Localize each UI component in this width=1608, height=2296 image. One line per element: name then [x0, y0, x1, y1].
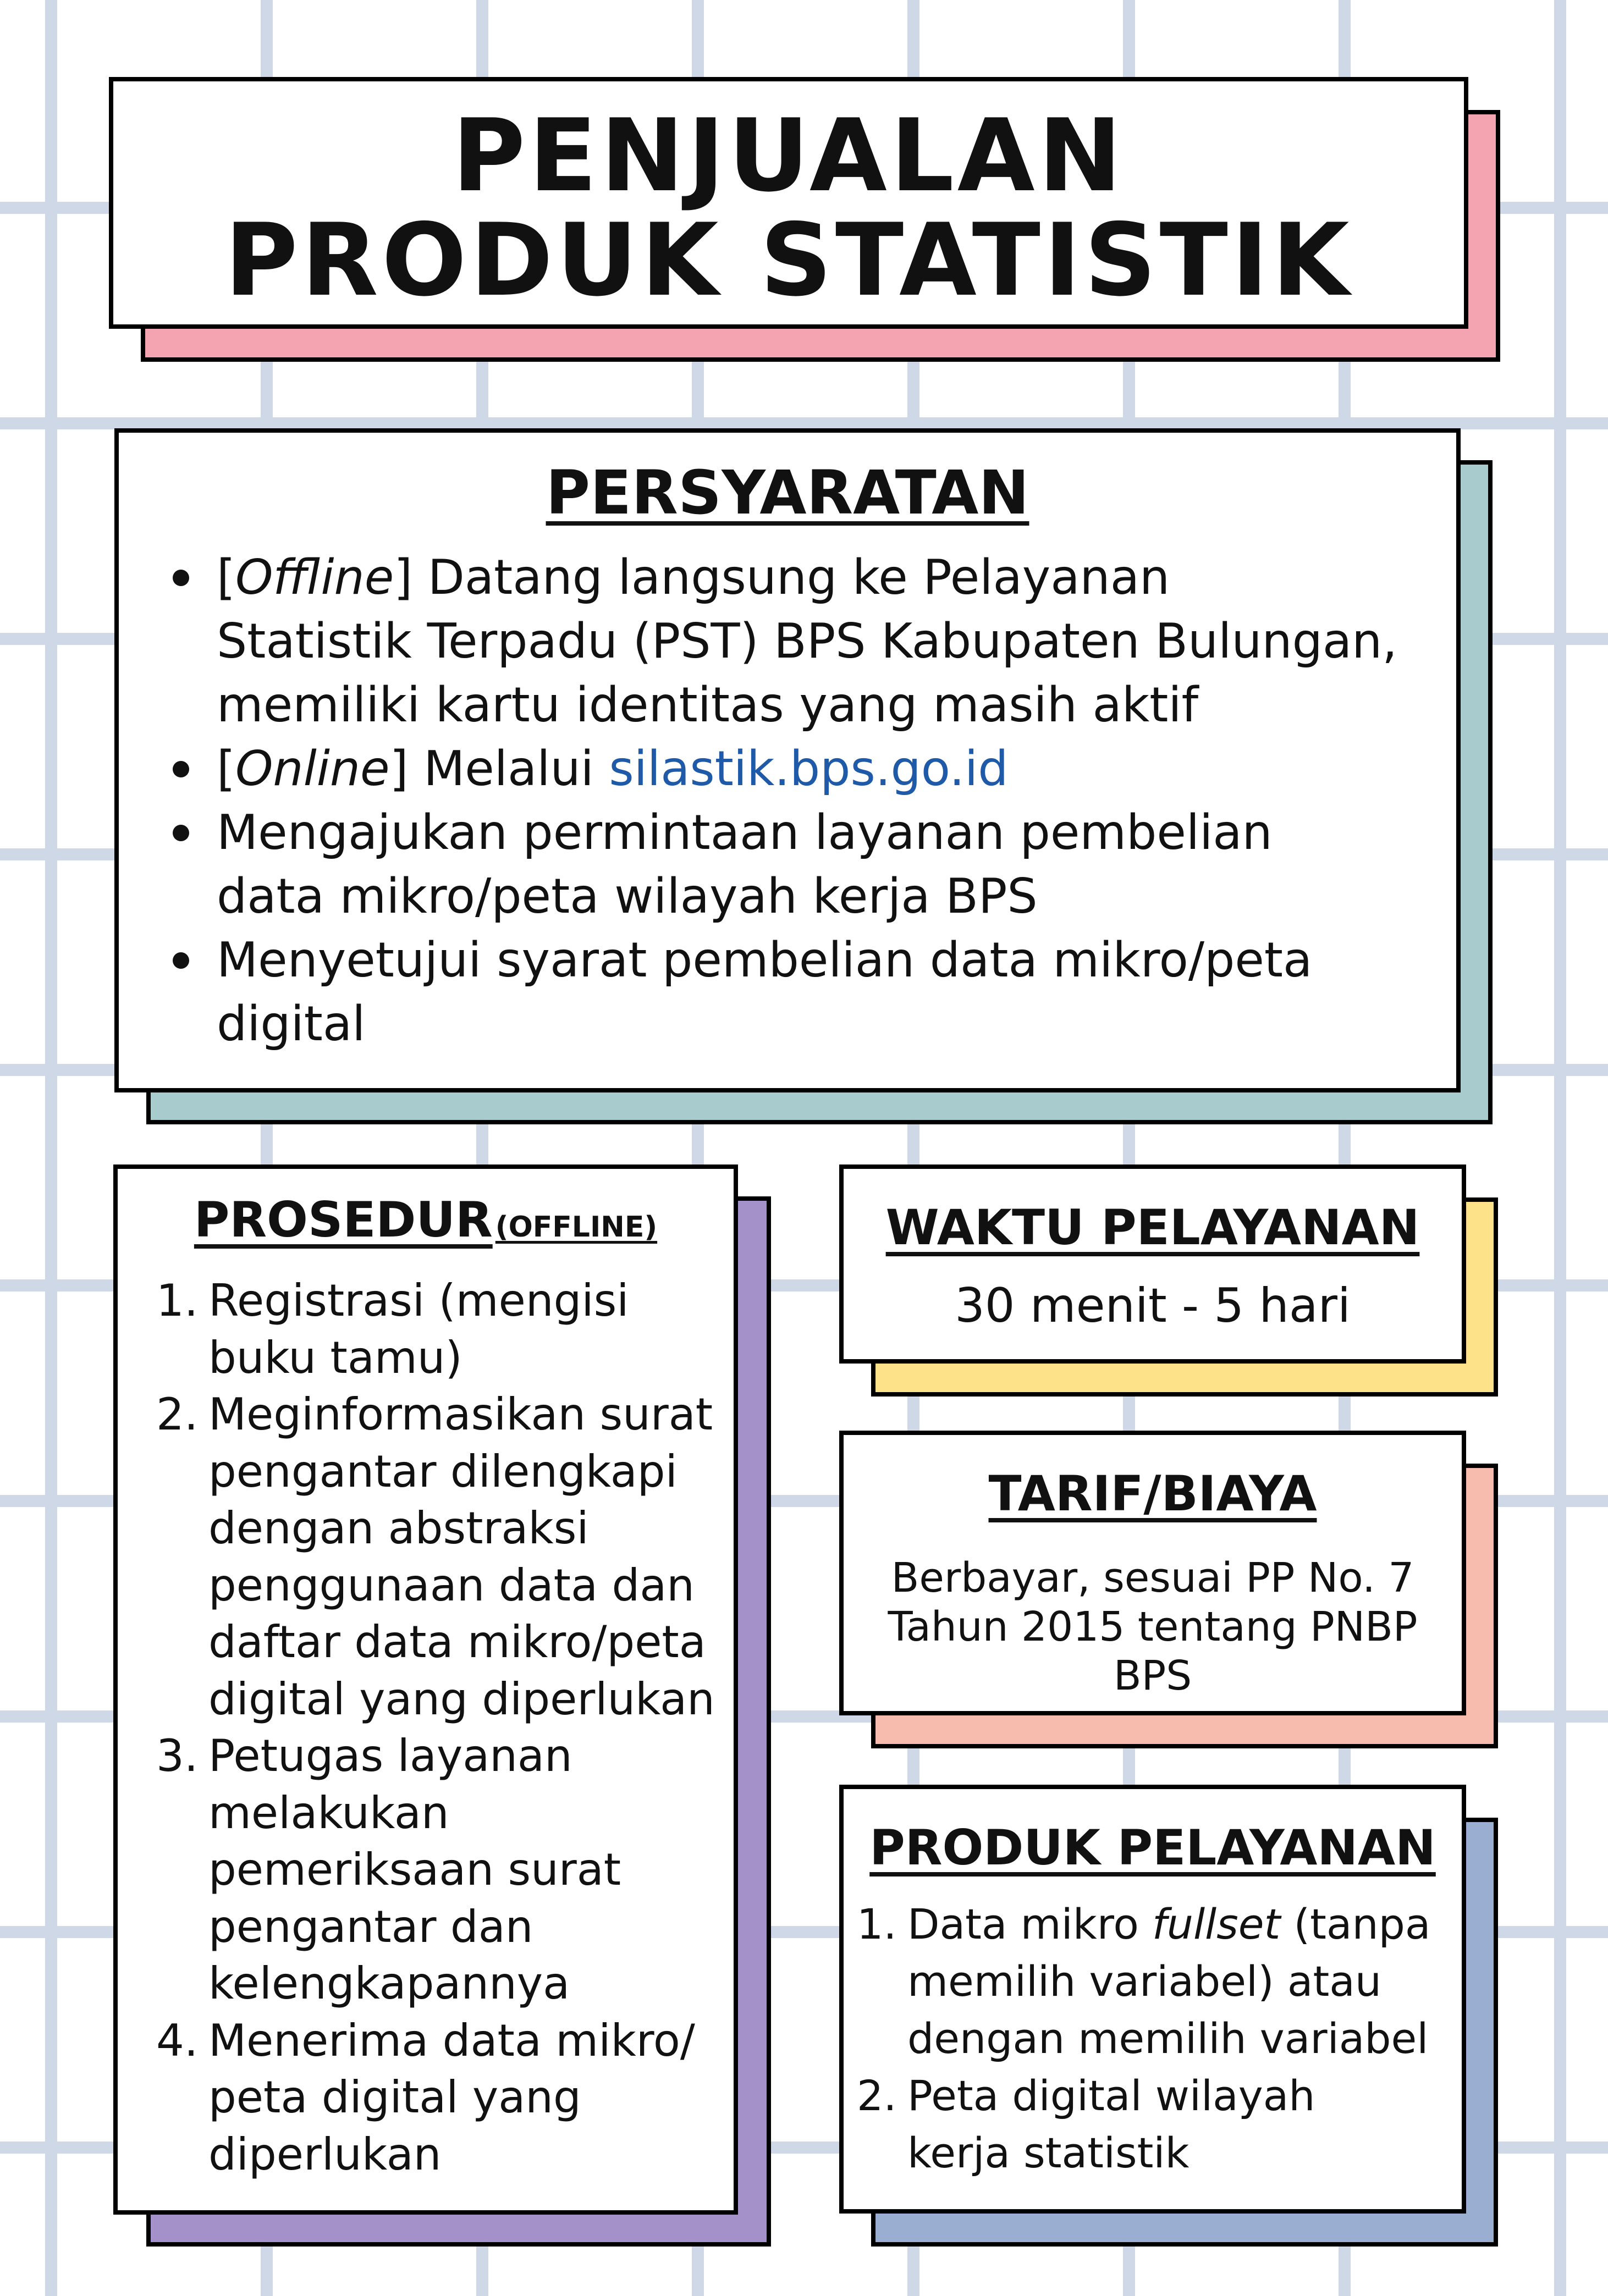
tarif-line: BPS — [1113, 1652, 1192, 1699]
list-item — [217, 928, 1445, 1056]
list-item-line: pengantar dan — [208, 1901, 533, 1952]
prosedur-heading-row — [118, 1190, 734, 1250]
list-item-line: daftar data mikro/peta — [208, 1616, 706, 1668]
prosedur-card — [113, 1164, 738, 2215]
list-number: 4. — [156, 2014, 199, 2066]
list-number: 2. — [857, 2071, 897, 2120]
list-item — [857, 1896, 1458, 2067]
list-item — [217, 801, 1445, 928]
list-number: 2. — [156, 1389, 199, 1440]
list-item-line: Statistik Terpadu (PST) BPS Kabupaten Bulungan, — [217, 613, 1397, 669]
persyaratan-list — [217, 545, 1445, 1056]
list-item-line: memiliki kartu identitas yang masih aktif — [217, 677, 1199, 733]
silastik-link[interactable]: silastik.bps.go.id — [609, 741, 1009, 797]
list-number: 1. — [156, 1275, 199, 1326]
list-item-line: Registrasi (mengisi — [208, 1275, 629, 1326]
list-item — [857, 2067, 1458, 2182]
title-card — [109, 77, 1468, 329]
persyaratan-card — [114, 428, 1461, 1092]
prosedur-list — [156, 1272, 728, 2183]
online-tag: Online — [235, 741, 390, 797]
list-item-line: pemeriksaan surat — [208, 1844, 621, 1895]
list-item-line: pengantar dilengkapi — [208, 1445, 678, 1497]
list-item-line: (tanpa — [1280, 1900, 1431, 1949]
list-item-line: Datang langsung ke Pelayanan — [427, 549, 1170, 605]
tarif-line: Tahun 2015 tentang PNBP — [888, 1603, 1418, 1651]
prosedur-offline-label: (OFFLINE) — [495, 1211, 658, 1244]
offline-tag: Offline — [235, 549, 394, 605]
prosedur-heading: PROSEDUR — [194, 1191, 493, 1248]
produk-card — [839, 1785, 1466, 2214]
list-item: [Online] Melalui silastik.bps.go.id — [217, 737, 1445, 801]
list-item-line: dengan memilih variabel — [907, 2014, 1429, 2063]
list-item-line: Menyetujui syarat pembelian data mikro/peta — [217, 932, 1313, 988]
bullet-icon — [173, 761, 189, 777]
list-item-line: memilih variabel) atau — [907, 1957, 1382, 2006]
waktu-value: 30 menit - 5 hari — [955, 1278, 1351, 1333]
tarif-description — [844, 1554, 1462, 1701]
list-item-line: Data mikro — [907, 1900, 1153, 1949]
list-item-line: Peta digital wilayah — [907, 2071, 1315, 2120]
list-number: 3. — [156, 1730, 199, 1781]
list-item-line: Melalui — [423, 741, 609, 797]
list-item — [156, 1727, 728, 2012]
page-title — [113, 97, 1464, 318]
title-line-2: PRODUK STATISTIK — [224, 202, 1353, 318]
produk-list — [857, 1896, 1458, 2182]
list-item-line: buku tamu) — [208, 1332, 462, 1383]
list-item-line: Meginformasikan surat — [208, 1389, 713, 1440]
list-item-line: data mikro/peta wilayah kerja BPS — [217, 868, 1038, 924]
title-line-1: PENJUALAN — [452, 97, 1125, 214]
produk-heading: PRODUK PELAYANAN — [869, 1819, 1436, 1876]
tarif-line: Berbayar, sesuai PP No. 7 — [891, 1554, 1414, 1602]
list-item-line: digital yang diperlukan — [208, 1673, 715, 1725]
list-item — [156, 2012, 728, 2183]
waktu-card — [839, 1164, 1466, 1364]
list-item-line: diperlukan — [208, 2128, 442, 2180]
tarif-card — [839, 1431, 1466, 1715]
list-item-line: melakukan — [208, 1787, 449, 1839]
tarif-heading: TARIF/BIAYA — [988, 1465, 1317, 1522]
bullet-icon — [173, 952, 189, 969]
list-item-line: peta digital yang — [208, 2072, 581, 2123]
list-item-line: Mengajukan permintaan layanan pembelian — [217, 804, 1273, 860]
fullset-term: fullset — [1152, 1900, 1281, 1949]
bullet-icon — [173, 570, 189, 586]
list-item — [156, 1272, 728, 1386]
list-item-line: Petugas layanan — [208, 1730, 572, 1781]
list-item-line: penggunaan data dan — [208, 1559, 695, 1611]
persyaratan-heading: PERSYARATAN — [546, 457, 1029, 528]
list-item-line: kerja statistik — [907, 2128, 1190, 2177]
bullet-icon — [173, 825, 189, 841]
list-item — [156, 1386, 728, 1727]
list-item-line: kelengkapannya — [208, 1958, 570, 2009]
list-item-line: Menerima data mikro/ — [208, 2014, 695, 2066]
list-item-line: digital — [217, 996, 366, 1052]
list-item: [Offline] Datang langsung ke Pelayanan Statistik Terpadu (PST) BPS Kabupaten Bulungan, memiliki kartu identitas yang masih aktif — [217, 545, 1445, 737]
list-number: 1. — [857, 1900, 897, 1949]
list-item-line: dengan abstraksi — [208, 1503, 589, 1554]
waktu-heading: WAKTU PELAYANAN — [885, 1199, 1420, 1256]
